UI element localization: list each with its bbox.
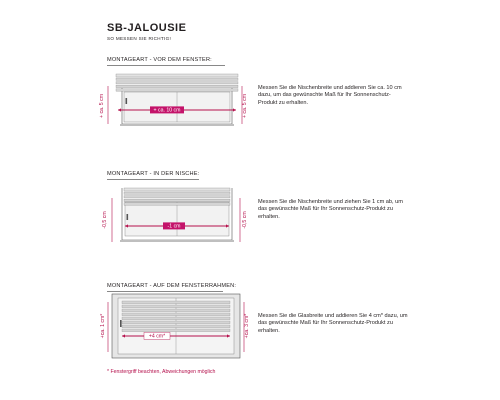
width-label: -1 cm bbox=[167, 223, 181, 230]
section-heading-vor-dem-fenster: MONTAGEART - VOR DEM FENSTER: bbox=[107, 57, 212, 63]
window-sill bbox=[120, 124, 234, 126]
blind-headrail bbox=[116, 74, 238, 77]
diagram-in-der-nische bbox=[96, 184, 256, 254]
blind-slat bbox=[116, 82, 238, 84]
blind-slat bbox=[122, 329, 230, 332]
diagram-auf-dem-fensterrahmen-svg bbox=[96, 292, 256, 362]
window-handle-icon bbox=[126, 98, 128, 104]
blind-slat bbox=[122, 305, 230, 308]
blind-slat bbox=[122, 309, 230, 312]
diagram-auf-dem-fensterrahmen bbox=[96, 292, 256, 362]
window-handle-icon bbox=[127, 214, 129, 220]
left-margin-label: -0,5 cm bbox=[102, 211, 108, 229]
section-description-in-der-nische: Messen Sie die Nischenbreite und ziehen Sie 1 cm ab, um das gewünschte Maß für Ihr Sonnenschutz-Produkt zu erhalten. bbox=[258, 199, 403, 220]
blind-slat bbox=[116, 78, 238, 80]
width-label: +4 cm* bbox=[148, 333, 166, 340]
blind-slat bbox=[122, 321, 230, 324]
right-margin-label: + ca. 5 cm bbox=[242, 93, 248, 119]
diagram-in-der-nische-svg bbox=[96, 184, 256, 254]
page-title: SB-JALOUSIE bbox=[107, 22, 187, 34]
width-label: + ca. 10 cm bbox=[153, 107, 181, 114]
blind-slat bbox=[124, 199, 230, 201]
blind-slat bbox=[124, 196, 230, 198]
blind-slat bbox=[116, 85, 238, 87]
blind-headrail bbox=[124, 188, 230, 191]
blind-slat bbox=[122, 301, 230, 304]
diagram-vor-dem-fenster-svg bbox=[96, 72, 256, 142]
section-divider bbox=[107, 65, 225, 66]
left-margin-label: +ca. 1 cm* bbox=[100, 313, 106, 339]
section-heading-auf-dem-fensterrahmen: MONTAGEART - AUF DEM FENSTERRAHMEN: bbox=[107, 283, 237, 289]
section-description-auf-dem-fensterrahmen: Messen Sie die Glasbreite und addieren Sie 4 cm* dazu, um das gewünschte Maß für Ihr Sonnenschutz-Produkt zu erhalten. bbox=[258, 313, 408, 334]
blind-slat bbox=[124, 203, 230, 205]
blind-slat bbox=[122, 313, 230, 316]
window-handle-icon bbox=[120, 320, 122, 327]
right-margin-label: +ca. 3 cm* bbox=[244, 313, 250, 339]
page-subtitle: SO MESSEN SIE RICHTIG! bbox=[107, 36, 172, 41]
blind-slat bbox=[116, 89, 238, 91]
window-sill bbox=[120, 240, 234, 242]
section-divider bbox=[107, 179, 199, 180]
section-heading-in-der-nische: MONTAGEART - IN DER NISCHE: bbox=[107, 171, 200, 177]
blind-slat bbox=[122, 317, 230, 320]
blind-slat bbox=[122, 325, 230, 328]
blind-slat bbox=[124, 192, 230, 194]
right-margin-label: -0,5 cm bbox=[242, 211, 248, 229]
footnote: * Fenstergriff beachten, Abweichungen möglich bbox=[107, 369, 216, 375]
diagram-vor-dem-fenster bbox=[96, 72, 256, 142]
section-description-vor-dem-fenster: Messen Sie die Nischenbreite und addieren Sie ca. 10 cm dazu, um das gewünschte Maß für Ihr Sonnenschutz-Produkt zu erhalten. bbox=[258, 85, 402, 106]
left-margin-label: + ca. 5 cm bbox=[99, 93, 105, 119]
